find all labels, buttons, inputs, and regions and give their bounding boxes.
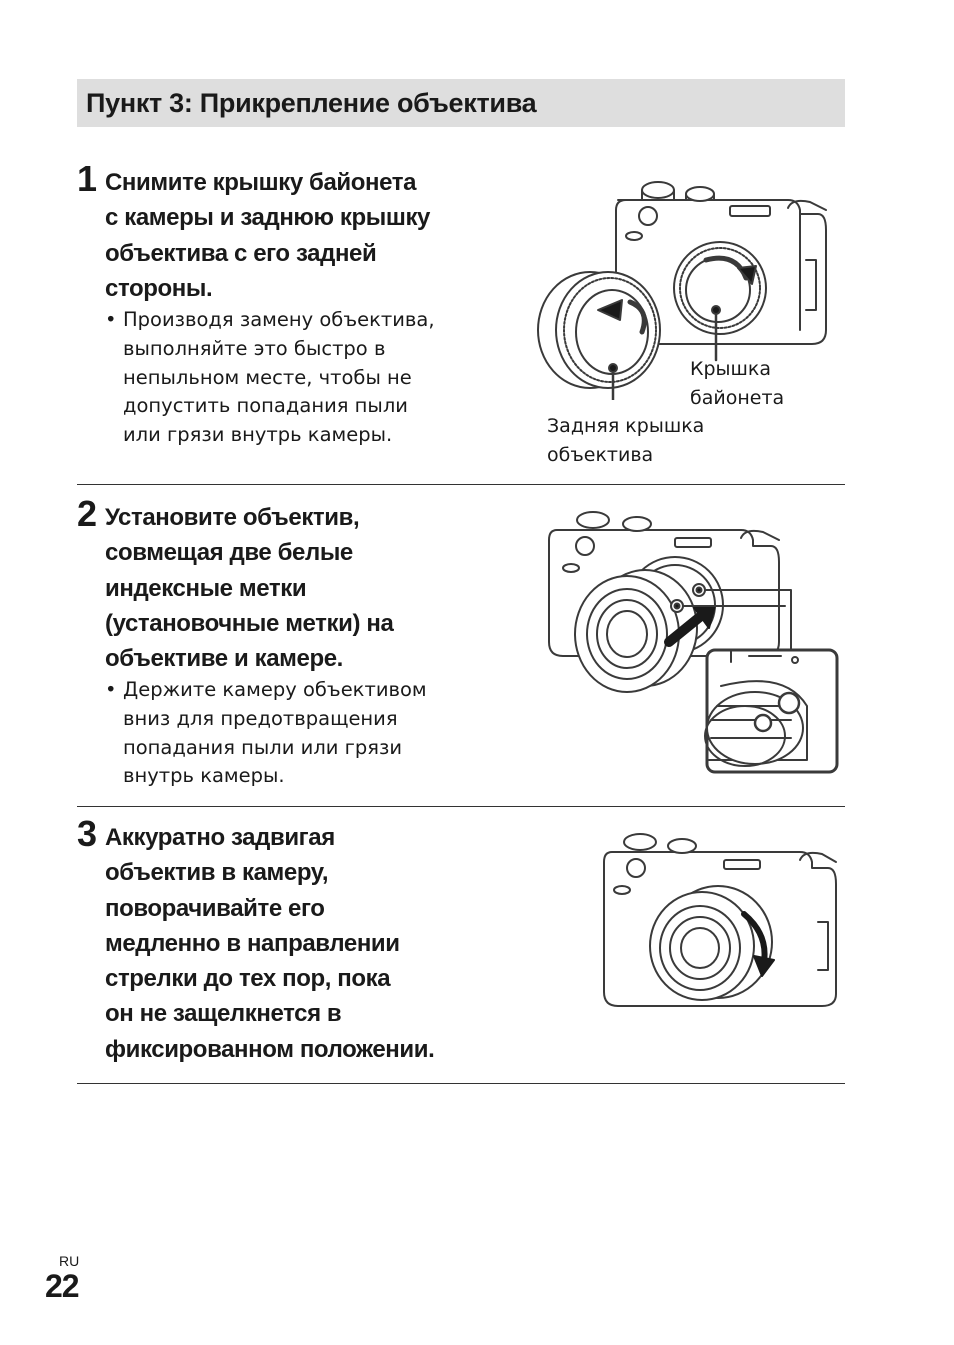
rear-cap-callout [547,412,704,469]
step-1-note-line: или грязи внутрь камеры. [123,423,393,447]
step-2-heading [105,500,393,676]
callout-line: Задняя крышка [547,415,705,437]
language-code: RU [59,1253,80,1269]
step-2-note-line: вниз для предотвращения [123,706,398,730]
step-3-heading-line: фиксированном положении. [105,1035,435,1063]
step-1-illustration [530,170,840,400]
step-2-heading-line: (установочные метки) на [105,609,394,637]
step-2-illustration [545,510,841,775]
section-divider [77,806,845,807]
step-3-number: 3 [77,813,98,854]
step-1-heading-line: Снимите крышку байонета [105,169,417,196]
section-divider [77,484,845,485]
step-2-heading-line: совмещая две белые [105,539,353,567]
step-2-note [105,676,427,791]
step-1-note [105,306,435,450]
step-1-heading-line: с камеры и заднюю крышку [105,204,431,232]
callout-line: Крышка [690,358,772,380]
step-2-heading-line: объективе и камере. [105,645,343,673]
callout-line: байонета [690,386,785,409]
step-2-note-line: попадания пыли или грязи [123,735,403,759]
step-3-heading-line: стрелки до тех пор, пока [105,965,391,993]
bullet-dot: • [105,678,117,701]
step-2-number: 2 [77,493,98,534]
step-2-note-line: внутрь камеры. [123,764,285,788]
step-3-heading-line: Аккуратно задвигая [105,824,335,851]
step-1-note-line: выполняйте это быстро в [123,336,386,360]
step-1-number: 1 [77,158,98,199]
step-1-note-line: допустить попадания пыли [123,394,408,418]
step-3-illustration [600,830,844,1014]
step-2-heading-line: Установите объектив, [105,504,360,531]
step-3-heading [105,820,434,1067]
callout-line: объектива [547,443,654,466]
step-1-heading-line: стороны. [105,274,213,302]
body-cap-callout [690,355,784,412]
step-3-heading-line: он не защелкнется в [105,1000,342,1028]
step-1-heading-line: объектива с его задней [105,239,377,267]
section-divider [77,1083,845,1084]
step-2-note-line: Держите камеру объективом [123,678,427,701]
step-2-heading-line: индексные метки [105,574,307,602]
step-3-heading-line: поворачивайте его [105,894,325,922]
step-1-note-line: непыльном месте, чтобы не [123,365,412,389]
step-3-heading-line: объектив в камеру, [105,859,329,887]
step-3-heading-line: медленно в направлении [105,929,400,957]
step-1-heading [105,165,430,306]
step-1-note-line: Производя замену объектива, [123,308,435,331]
section-title: Пункт 3: Прикрепление объектива [77,79,845,127]
page-number: 22 [45,1268,79,1304]
bullet-dot: • [105,308,117,331]
